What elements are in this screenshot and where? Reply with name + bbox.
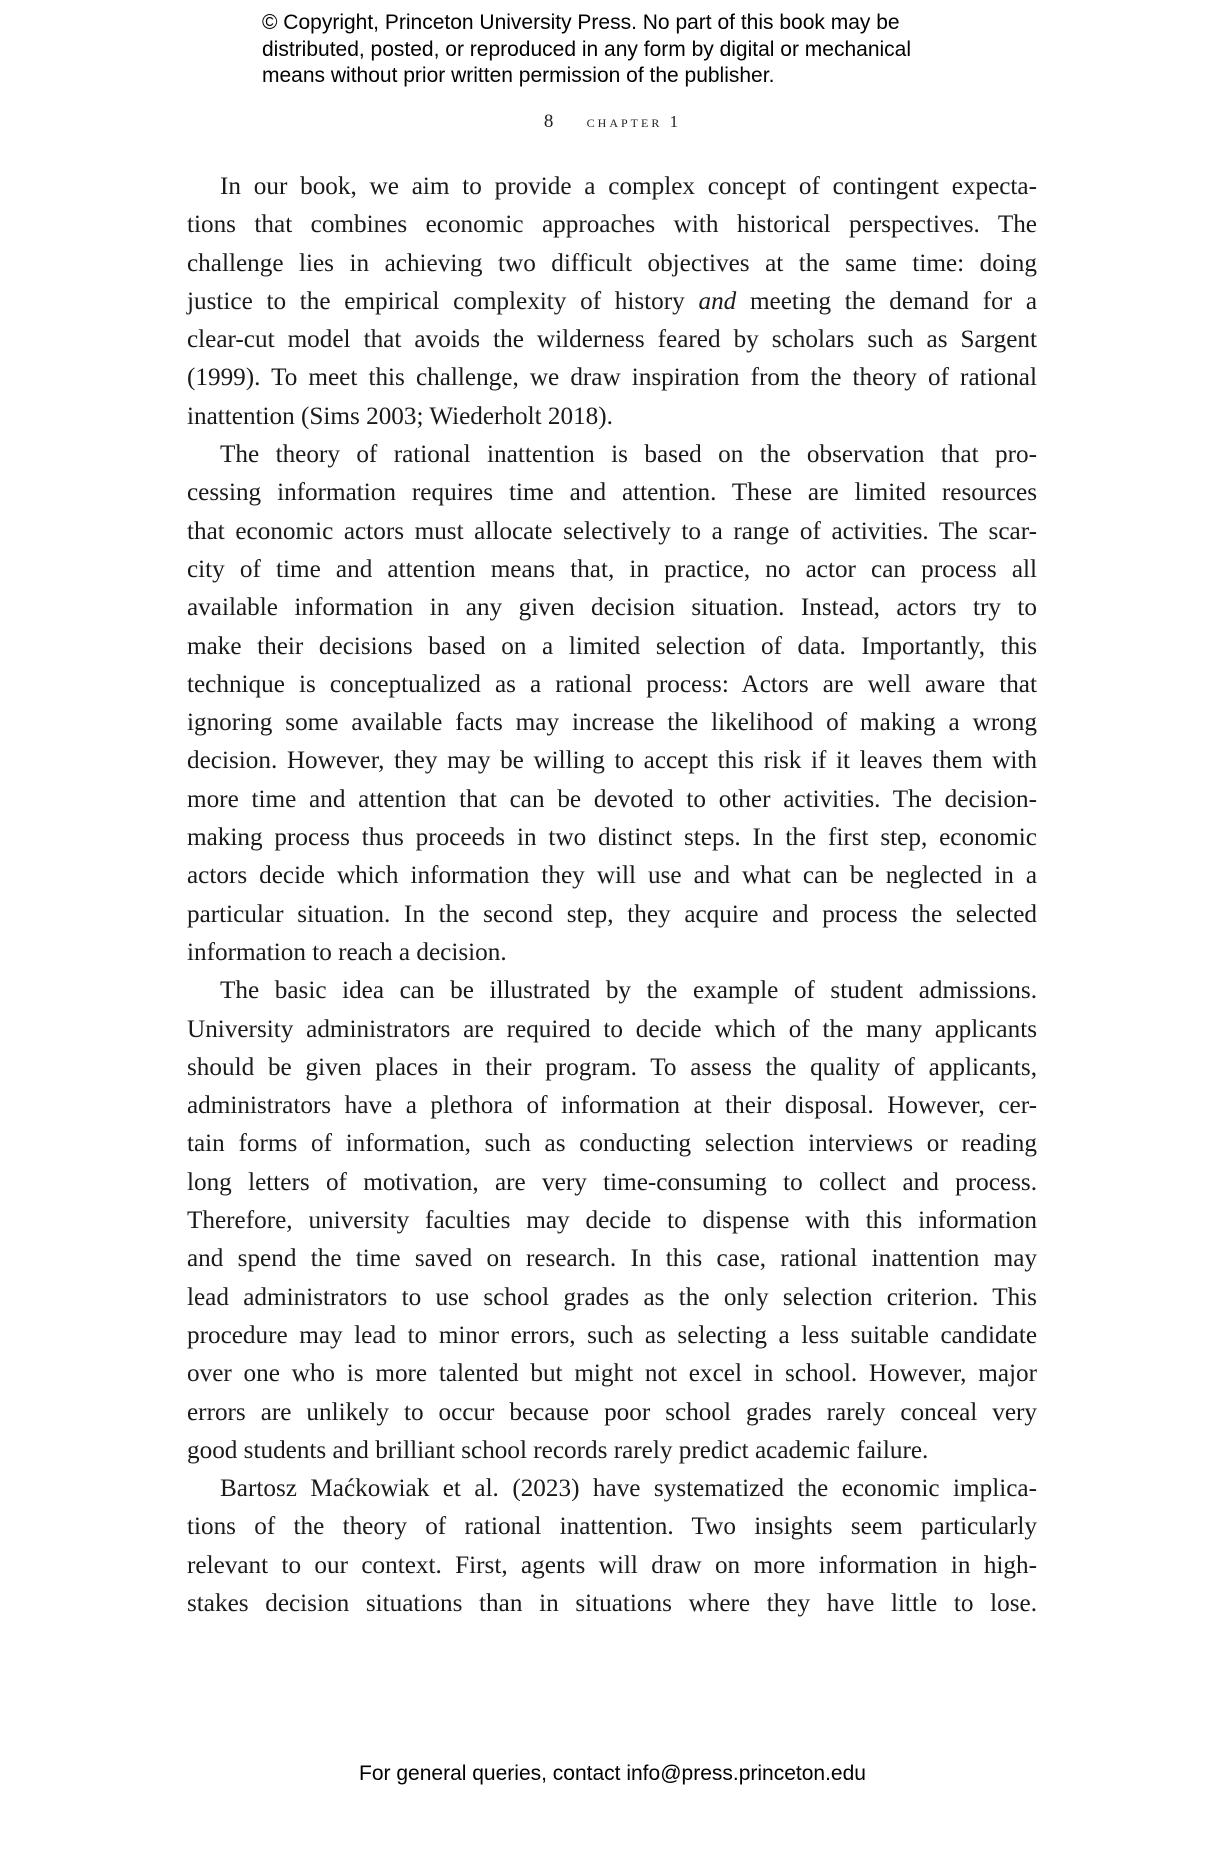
text-line: relevant to our context. First, agents will draw on more information in high- [187, 1551, 1037, 1579]
text-line: administrators have a plethora of information at their disposal. However, cer- [187, 1092, 1037, 1120]
copyright-line: means without prior written permission of the publisher. [262, 64, 775, 87]
text-line: stakes decision situations than in situations where they have little to lose. [187, 1589, 1037, 1617]
copyright-notice [262, 10, 982, 90]
emphasis: and [698, 287, 737, 315]
text-line: justice to the empirical complexity of history and meeting the demand for a [187, 287, 1037, 315]
text-line: ignoring some available facts may increase the likelihood of making a wrong [187, 709, 1037, 737]
text-line: city of time and attention means that, in practice, no actor can process all [187, 555, 1037, 583]
text-line: making process thus proceeds in two distinct steps. In the first step, economic [187, 824, 1037, 852]
text-line: long letters of motivation, are very time-consuming to collect and process. [187, 1168, 1037, 1196]
text-line: clear-cut model that avoids the wilderness feared by scholars such as Sargent [187, 326, 1037, 354]
footer-contact: For general queries, contact info@press.princeton.edu [359, 1762, 866, 1785]
text-line: make their decisions based on a limited selection of data. Importantly, this [187, 632, 1037, 660]
paragraph [187, 168, 1037, 436]
chapter-label: chapter 1 [586, 112, 682, 131]
text-line: challenge lies in achieving two difficult objectives at the same time: doing [187, 249, 1037, 277]
text-line: University administrators are required to decide which of the many applicants [187, 1015, 1037, 1043]
text-line: more time and attention that can be devoted to other activities. The decision- [187, 785, 1037, 813]
text-line: procedure may lead to minor errors, such as selecting a less suitable candidate [187, 1321, 1037, 1349]
text-line: The basic idea can be illustrated by the example of student admissions. [220, 977, 1037, 1005]
text-line: tions that combines economic approaches with historical perspectives. The [187, 211, 1037, 239]
text-line: tions of the theory of rational inattention. Two insights seem particularly [187, 1513, 1037, 1541]
copyright-line: distributed, posted, or reproduced in any form by digital or mechanical [262, 37, 912, 61]
text-line: and spend the time saved on research. In this case, rational inattention may [187, 1245, 1037, 1273]
paragraph [187, 436, 1037, 972]
text-line: that economic actors must allocate selectively to a range of activities. The scar- [187, 517, 1037, 545]
text-line: particular situation. In the second step, they acquire and process the selected [187, 900, 1037, 928]
text-line: cessing information requires time and attention. These are limited resources [187, 479, 1037, 507]
running-head [0, 111, 1225, 133]
text-line: available information in any given decision situation. Instead, actors try to [187, 594, 1037, 622]
text-line: actors decide which information they will use and what can be neglected in a [187, 862, 1037, 890]
text-line: inattention (Sims 2003; Wiederholt 2018). [187, 402, 613, 430]
text-line: good students and brilliant school records rarely predict academic failure. [187, 1436, 929, 1464]
body-text [187, 168, 1037, 1623]
paragraph [187, 1470, 1037, 1623]
page-number: 8 [543, 111, 554, 132]
text-line: Therefore, university faculties may decide to dispense with this information [187, 1207, 1037, 1235]
text-line: Bartosz Maćkowiak et al. (2023) have systematized the economic implica- [220, 1475, 1037, 1503]
paragraph [187, 972, 1037, 1470]
text-line: decision. However, they may be willing to accept this risk if it leaves them with [187, 747, 1037, 775]
text-line: (1999). To meet this challenge, we draw inspiration from the theory of rational [187, 364, 1037, 392]
text-line: over one who is more talented but might not excel in school. However, major [187, 1360, 1037, 1388]
text-line: technique is conceptualized as a rational process: Actors are well aware that [187, 670, 1037, 698]
text-line: lead administrators to use school grades as the only selection criterion. This [187, 1283, 1037, 1311]
text-line: In our book, we aim to provide a complex concept of contingent expecta- [220, 173, 1037, 200]
copyright-line: © Copyright, Princeton University Press. No part of this book may be [262, 11, 900, 34]
text-line: tain forms of information, such as conducting selection interviews or reading [187, 1130, 1037, 1158]
text-line: information to reach a decision. [187, 938, 507, 966]
text-line: The theory of rational inattention is based on the observation that pro- [220, 441, 1037, 469]
text-line: errors are unlikely to occur because poor school grades rarely conceal very [187, 1398, 1037, 1426]
text-line: should be given places in their program. To assess the quality of applicants, [187, 1053, 1037, 1081]
